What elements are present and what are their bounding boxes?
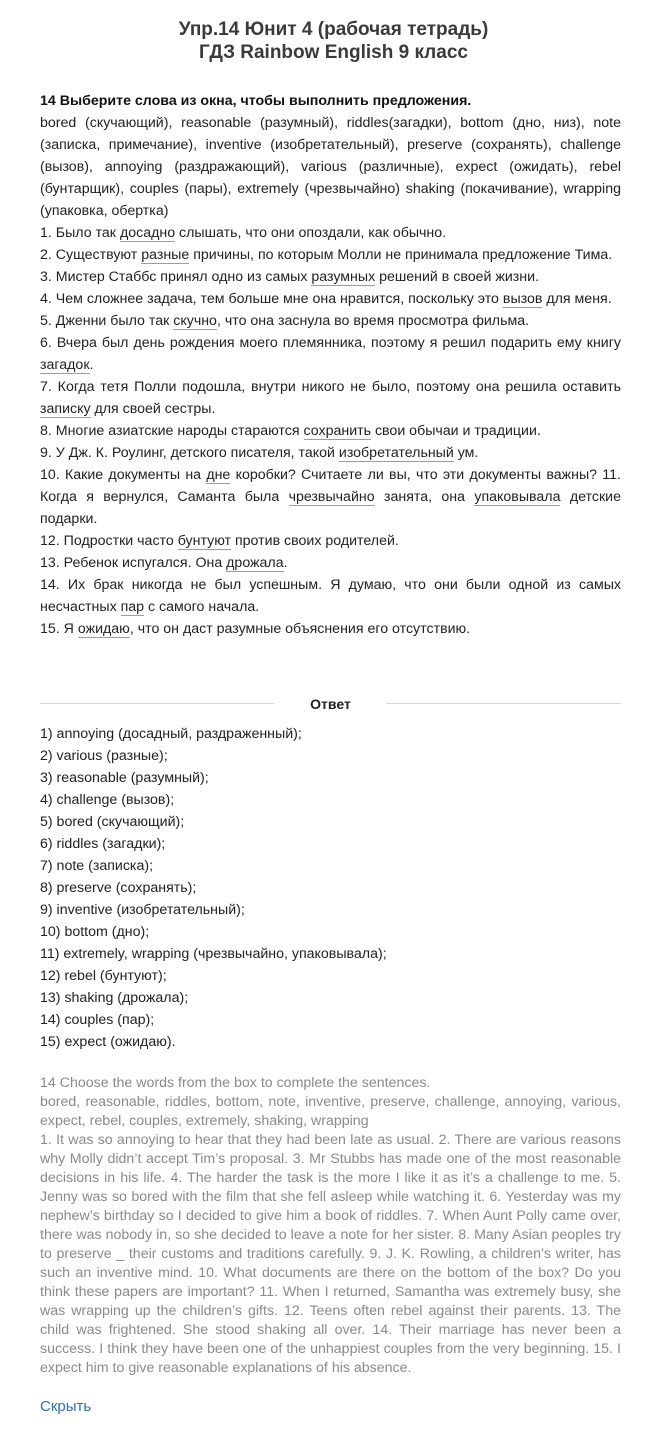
sentence-item xyxy=(40,288,621,310)
answer-label: Ответ xyxy=(310,696,351,712)
sentence-text: решений в своей жизни. xyxy=(375,269,540,285)
sentence-text: 12. Подростки часто xyxy=(40,533,178,549)
answer-word: разумных xyxy=(311,269,376,285)
answer-item: 8) preserve (сохранять); xyxy=(40,880,197,896)
answer-item: 2) various (разные); xyxy=(40,748,168,764)
sentence-text: 5. Дженни было так xyxy=(40,313,174,329)
sentence-item xyxy=(40,530,621,552)
sentence-item xyxy=(40,552,621,574)
sentence-item xyxy=(40,244,621,266)
sentence-item xyxy=(40,464,621,530)
answer-word: ожидаю xyxy=(77,621,130,637)
english-block xyxy=(40,1074,621,1378)
sentence-text: коробки? Считаете ли вы, что эти документы важны? 11. Когда я вернулся, Саманта была xyxy=(40,467,621,505)
sentence-text: причины, по которым Молли не принимала предложение Тима. xyxy=(189,247,613,263)
divider-line-right xyxy=(386,703,621,704)
answer-item: 11) extremely, wrapping (чрезвычайно, упаковывала); xyxy=(40,946,387,962)
sentence-item xyxy=(40,376,621,420)
sentence-text: 2. Существуют xyxy=(40,247,142,263)
answer-word: досадно xyxy=(119,225,176,241)
sentence-text: , что она заснула во время просмотра фильма. xyxy=(216,313,530,329)
english-heading: 14 Choose the words from the box to complete the sentences. xyxy=(40,1075,431,1091)
sentence-text: 8. Многие азиатские народы стараются xyxy=(40,423,304,439)
answer-item: 3) reasonable (разумный); xyxy=(40,770,209,786)
answer-item: 10) bottom (дно); xyxy=(40,924,150,940)
answer-item: 13) shaking (дрожала); xyxy=(40,990,189,1006)
answer-word: упаковывала xyxy=(474,489,561,505)
answer-item: 9) inventive (изобретательный); xyxy=(40,902,245,918)
sentence-item xyxy=(40,310,621,332)
title-line-1: Упр.14 Юнит 4 (рабочая тетрадь) xyxy=(178,19,489,40)
english-wordbox: bored, reasonable, riddles, bottom, note, inventive, preserve, challenge, annoying, various, expect, rebel, couples, extremely, shaking, wrapping xyxy=(40,1094,621,1129)
answer-item: 6) riddles (загадки); xyxy=(40,836,166,852)
sentence-text: с самого начала. xyxy=(144,599,260,615)
sentence-text: ум. xyxy=(453,445,479,461)
sentence-text: для меня. xyxy=(542,291,612,307)
sentence-text: против своих родителей. xyxy=(231,533,399,549)
word-box: bored (скучающий), reasonable (разумный), riddles(загадки), bottom (дно, низ), note (записка, примечание), inventive (изобретательный), preserve (сохранять), challenge (вызов), annoying (раздражающий), various (различные), expect (ожидать), rebel (бунтарщик), couples (пары), extremely (чрезвычайно) shaking (покачивание), wrapping (упаковка, обертка) xyxy=(40,115,621,219)
hide-link[interactable]: Скрыть xyxy=(40,1398,92,1415)
answer-word: загадок xyxy=(40,357,90,373)
answer-word: записку xyxy=(40,401,91,417)
sentence-item xyxy=(40,574,621,618)
answer-word: сохранить xyxy=(303,423,372,439)
english-text: 1. It was so annoying to hear that they had been late as usual. 2. There are various reasons why Molly didn’t accept Tim’s proposal. 3. Mr Stubbs has made one of the most reasonable decisions in his life. 4. The harder the task is the more I like it as it’s a challenge to me. 5. Jenny was so bored with the film that she fell asleep while watching it. 6. Yesterday was my nephew’s birthday so I decided to give him a book of riddles. 7. When Aunt Polly came over, there was nobody in, so she decided to leave a note for her sister. 8. Many Asian peoples try to preserve _ their customs and traditions carefully. 9. J. K. Rowling, a children’s writer, has such an inventive mind. 10. What documents are there on the bottom of the box? Do you think these papers are important? 11. When I returned, Samantha was extremely busy, she was wrapping up the children’s gifts. 12. Teens often rebel against their parents. 13. The child was frightened. She stood shaking all over. 14. Their marriage has never been a success. I think they have been one of the unhappiest couples from the very beginning. 15. I expect him to give reasonable explanations of his absence. xyxy=(40,1132,621,1376)
answer-list xyxy=(40,723,621,1053)
answer-item: 14) couples (пар); xyxy=(40,1012,155,1028)
answer-word: дне xyxy=(206,467,231,483)
sentence-text: . xyxy=(89,357,94,373)
sentence-list xyxy=(40,222,621,640)
answer-word: пар xyxy=(120,599,145,615)
answer-item: 5) bored (скучающий); xyxy=(40,814,185,830)
sentence-text: 14. Их брак никогда не был успешным. Я думаю, что они были одной из самых несчастных xyxy=(40,577,621,615)
sentence-item xyxy=(40,442,621,464)
sentence-item xyxy=(40,420,621,442)
sentence-text: для своей сестры. xyxy=(90,401,216,417)
sentence-item xyxy=(40,618,621,640)
answer-word: скучно xyxy=(173,313,217,329)
sentence-text: 10. Какие документы на xyxy=(40,467,207,483)
task-block xyxy=(40,90,621,640)
sentence-item xyxy=(40,332,621,376)
answer-item: 12) rebel (бунтуют); xyxy=(40,968,167,984)
answer-item: 7) note (записка); xyxy=(40,858,154,874)
sentence-text: 7. Когда тетя Полли подошла, внутри никого не было, поэтому она решила оставить xyxy=(40,379,621,395)
title-line-2: ГДЗ Rainbow English 9 класс xyxy=(199,42,468,63)
page-title xyxy=(0,0,667,64)
sentence-text: 15. Я xyxy=(40,621,78,637)
sentence-item xyxy=(40,222,621,244)
sentence-text: 13. Ребенок испугался. Она xyxy=(40,555,227,571)
sentence-text: 4. Чем сложнее задача, тем больше мне она нравится, поскольку это xyxy=(40,291,503,307)
sentence-text: 1. Было так xyxy=(40,225,120,241)
answer-item: 4) challenge (вызов); xyxy=(40,792,175,808)
answer-word: чрезвычайно xyxy=(288,489,375,505)
answer-word: разные xyxy=(141,247,190,263)
sentence-text: 3. Мистер Стаббс принял одно из самых xyxy=(40,269,312,285)
sentence-text: . xyxy=(283,555,288,571)
sentence-item xyxy=(40,266,621,288)
sentence-text: детские подарки. xyxy=(40,489,621,527)
sentence-text: 9. У Дж. К. Роулинг, детского писателя, такой xyxy=(40,445,339,461)
answer-word: вызов xyxy=(502,291,543,307)
sentence-text: свои обычаи и традиции. xyxy=(371,423,541,439)
sentence-text: слышать, что они опоздали, как обычно. xyxy=(175,225,447,241)
task-heading: 14 Выберите слова из окна, чтобы выполнить предложения. xyxy=(40,93,472,109)
sentence-text: занята, она xyxy=(374,489,475,505)
answer-word: изобретательный xyxy=(338,445,454,461)
answer-word: дрожала xyxy=(226,555,284,571)
answer-divider xyxy=(40,693,621,715)
answer-word: бунтуют xyxy=(177,533,232,549)
sentence-text: , что он даст разумные объяснения его отсутствию. xyxy=(129,621,471,637)
sentence-text: 6. Вчера был день рождения моего племянника, поэтому я решил подарить ему книгу xyxy=(40,335,621,351)
answer-item: 1) annoying (досадный, раздраженный); xyxy=(40,726,302,742)
answer-item: 15) expect (ожидаю). xyxy=(40,1034,176,1050)
